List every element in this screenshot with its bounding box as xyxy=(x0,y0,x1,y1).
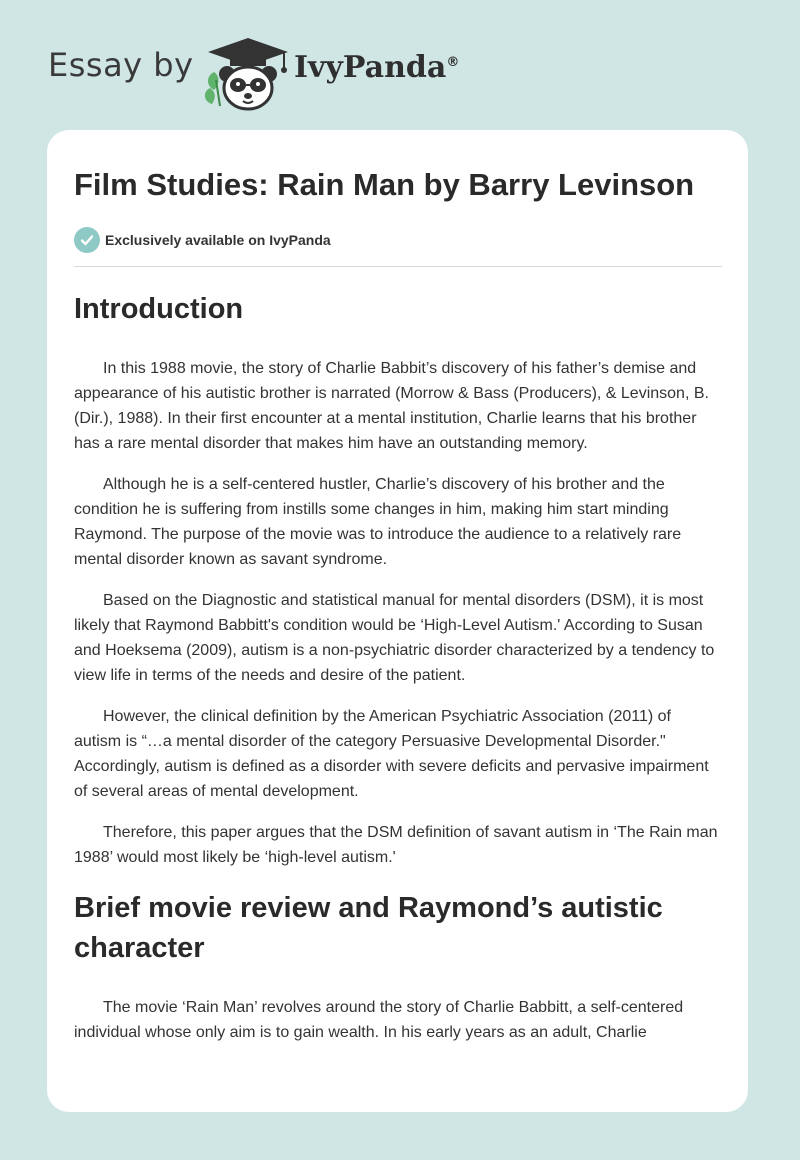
essay-content xyxy=(74,164,722,1045)
exclusive-badge xyxy=(74,226,722,254)
registered-mark: ® xyxy=(446,55,460,70)
essay-title: Film Studies: Rain Man by Barry Levinson xyxy=(74,167,695,202)
essay-card xyxy=(47,130,748,1112)
section-heading-movie-review: Brief movie review and Raymond’s autistic character xyxy=(74,892,663,964)
exclusive-badge-text: Exclusively available on IvyPanda xyxy=(105,232,331,248)
check-icon xyxy=(74,227,100,253)
brand-name-text: IvyPanda xyxy=(294,50,447,85)
title-divider xyxy=(74,266,722,267)
brand-prefix: Essay by xyxy=(48,46,194,84)
site-header xyxy=(0,0,800,120)
paragraph: Therefore, this paper argues that the DSM definition of savant autism in ‘The Rain man 1988’ would most likely be ‘high-level autism.' xyxy=(74,824,718,866)
paragraph: Based on the Diagnostic and statistical manual for mental disorders (DSM), it is most likely that Raymond Babbitt's condition would be ‘High-Level Autism.' According to Susan and Hoeksema (2009), autism is a non-psychiatric disorder characterized by a tendency to view life in terms of the needs and desire of the patient. xyxy=(74,592,715,684)
paragraph: Although he is a self-centered hustler, Charlie’s discovery of his brother and the condition he is suffering from instills some changes in him, making him start minding Raymond. The purpose of the movie was to introduce the audience to a relatively rare mental disorder known as savant syndrome. xyxy=(74,476,682,568)
paragraph: However, the clinical definition by the American Psychiatric Association (2011) of autism is “…a mental disorder of the category Persuasive Developmental Disorder." Accordingly, autism is defined as a disorder with severe deficits and pervasive impairment of several areas of mental development. xyxy=(74,708,709,800)
paragraph: In this 1988 movie, the story of Charlie Babbit’s discovery of his father’s demise and appearance of his autistic brother is narrated (Morrow & Bass (Producers), & Levinson, B. (Dir.), 1988). In their first encounter at a mental institution, Charlie learns that his brother has a rare mental disorder that makes him have an outstanding memory. xyxy=(74,360,709,452)
brand-name[interactable] xyxy=(294,50,459,85)
panda-graduate-icon[interactable] xyxy=(200,32,296,112)
section-heading-introduction: Introduction xyxy=(74,293,244,325)
leaf-icon xyxy=(205,72,220,106)
paragraph: The movie ‘Rain Man’ revolves around the story of Charlie Babbitt, a self-centered individual whose only aim is to gain wealth. In his early years as an adult, Charlie xyxy=(74,999,684,1041)
